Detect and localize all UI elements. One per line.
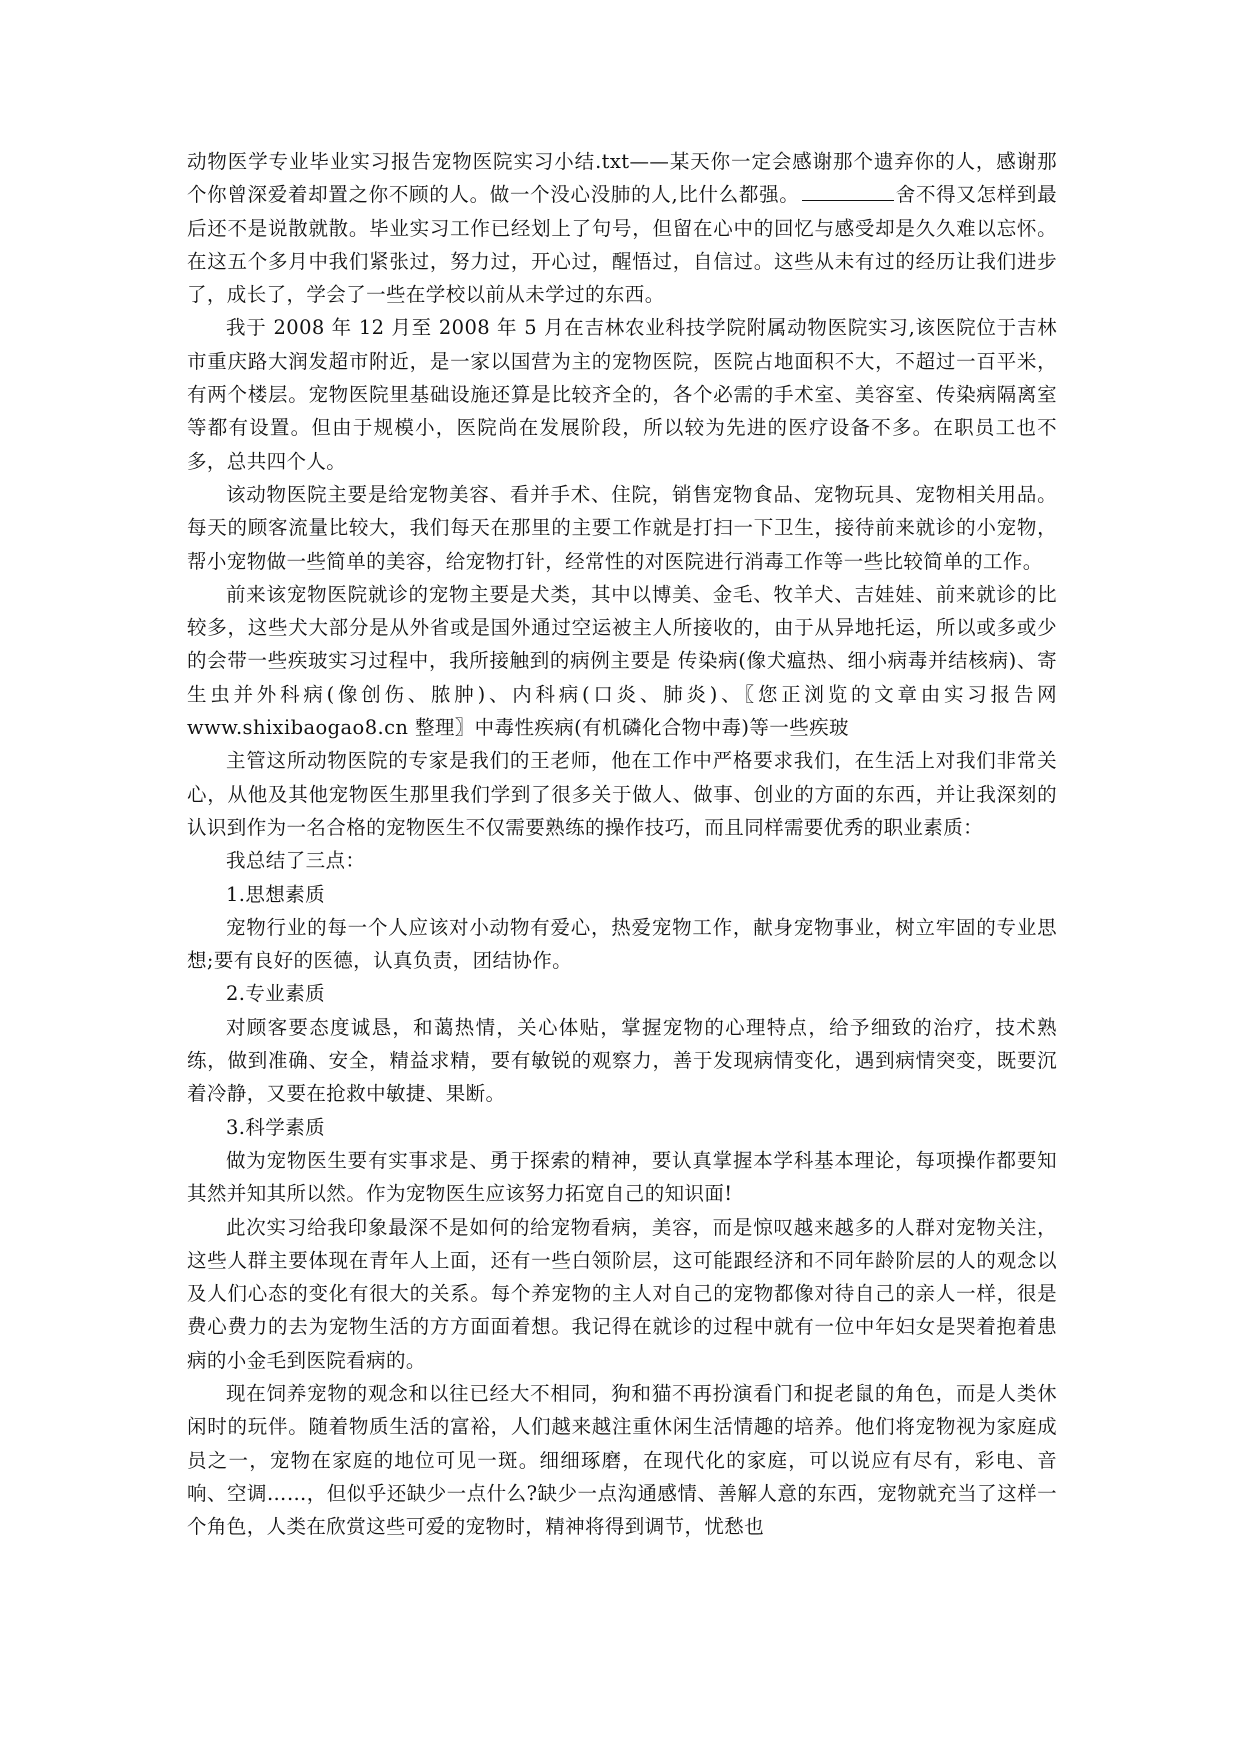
paragraph-patient-cases: 前来该宠物医院就诊的宠物主要是犬类，其中以博美、金毛、牧羊犬、吉娃娃、前来就诊的比较多，这些犬大部分是从外省或是国外通过空运被主人所接收的，由于从异地托运，所以或多或少的会带一些疾玻实习过程中，我所接触到的病例主要是 传染病(像犬瘟热、细小病毒并结核病)、寄生虫并外科病(像创伤、脓肿)、内科病(口炎、肺炎)、〖您正浏览的文章由实习报告网 www.shixibaogao8.cn 整理〗中毒性疾病(有机磷化合物中毒)等一些疾玻 bbox=[187, 582, 1057, 740]
paragraph-pet-ownership: 现在饲养宠物的观念和以往已经大不相同，狗和猫不再扮演看门和捉老鼠的角色，而是人类休闲时的玩伴。随着物质生活的富裕，人们越来越注重休闲生活情趣的培养。他们将宠物视为家庭成员之一，宠物在家庭的地位可见一斑。细细琢磨，在现代化的家庭，可以说应有尽有，彩电、音响、空调……，但似乎还缺少一点什么?缺少一点沟通感情、善解人意的东西，宠物就充当了这样一个角色，人类在欣赏这些可爱的宠物时，精神将得到调节，忧愁也 bbox=[187, 1381, 1057, 1539]
heading-scientific-quality: 3.科学素质 bbox=[226, 1115, 326, 1139]
intro-paragraph bbox=[187, 145, 1057, 311]
paragraph-impressions: 此次实习给我印象最深不是如何的给宠物看病，美容，而是惊叹越来越多的人群对宠物关注，这些人群主要体现在青年人上面，还有一些白领阶层，这可能跟经济和不同年龄阶层的人的观念以及人们心态的变化有很大的关系。每个养宠物的主人对自己的宠物都像对待自己的亲人一样，很是费心费力的去为宠物生活的方方面面着想。我记得在就诊的过程中就有一位中年妇女是哭着抱着患病的小金毛到医院看病的。 bbox=[187, 1215, 1057, 1372]
fill-in-blank-line bbox=[802, 180, 894, 201]
paragraph-ideological-quality: 宠物行业的每一个人应该对小动物有爱心，热爱宠物工作，献身宠物事业，树立牢固的专业思想;要有良好的医德，认真负责，团结协作。 bbox=[187, 915, 1057, 973]
paragraph-internship-location: 我于 2008 年 12 月至 2008 年 5 月在吉林农业科技学院附属动物医院实习,该医院位于吉林市重庆路大润发超市附近，是一家以国营为主的宠物医院，医院占地面积不大，不超过一百平米，有两个楼层。宠物医院里基础设施还算是比较齐全的，各个必需的手术室、美容室、传染病隔离室等都有设置。但由于规模小，医院尚在发展阶段，所以较为先进的医疗设备不多。在职员工也不多，总共四个人。 bbox=[187, 316, 1057, 473]
paragraph-scientific-quality: 做为宠物医生要有实事求是、勇于探索的精神，要认真掌握本学科基本理论，每项操作都要知其然并知其所以然。作为宠物医生应该努力拓宽自己的知识面! bbox=[187, 1148, 1057, 1206]
heading-ideological-quality: 1.思想素质 bbox=[226, 882, 326, 906]
paragraph-supervisor: 主管这所动物医院的专家是我们的王老师，他在工作中严格要求我们，在生活上对我们非常关心，从他及其他宠物医生那里我们学到了很多关于做人、做事、创业的方面的东西，并让我深刻的认识到作为一名合格的宠物医生不仅需要熟练的操作技巧，而且同样需要优秀的职业素质： bbox=[187, 749, 1057, 839]
heading-professional-quality: 2.专业素质 bbox=[226, 982, 326, 1006]
intro-text-part2: 舍不得又怎样到最后还不是说散就散。毕业实习工作已经划上了句号，但留在心中的回忆与感受却是久久难以忘怀。在这五个多月中我们紧张过，努力过，开心过，醒悟过，自信过。这些从未有过的经历让我们进步了，成长了，学会了一些在学校以前从未学过的东西。 bbox=[187, 183, 1057, 307]
intro-text-part1: 动物医学专业毕业实习报告宠物医院实习小结.txt——某天你一定会感谢那个遗弃你的人，感谢那个你曾深爱着却置之你不顾的人。做一个没心没肺的人,比什么都强。 bbox=[187, 150, 1057, 207]
document-body bbox=[187, 145, 1057, 1543]
paragraph-hospital-services: 该动物医院主要是给宠物美容、看并手术、住院，销售宠物食品、宠物玩具、宠物相关用品。每天的顾客流量比较大，我们每天在那里的主要工作就是打扫一下卫生，接待前来就诊的小宠物，帮小宠物做一些简单的美容，给宠物打针，经常性的对医院进行消毒工作等一些比较简单的工作。 bbox=[187, 482, 1057, 573]
paragraph-professional-quality: 对顾客要态度诚恳，和蔼热情，关心体贴，掌握宠物的心理特点，给予细致的治疗，技术熟练，做到准确、安全，精益求精，要有敏锐的观察力，善于发现病情变化，遇到病情突变，既要沉着冷静，又要在抢救中敏捷、果断。 bbox=[187, 1015, 1057, 1106]
paragraph-summary-intro: 我总结了三点： bbox=[226, 849, 366, 873]
